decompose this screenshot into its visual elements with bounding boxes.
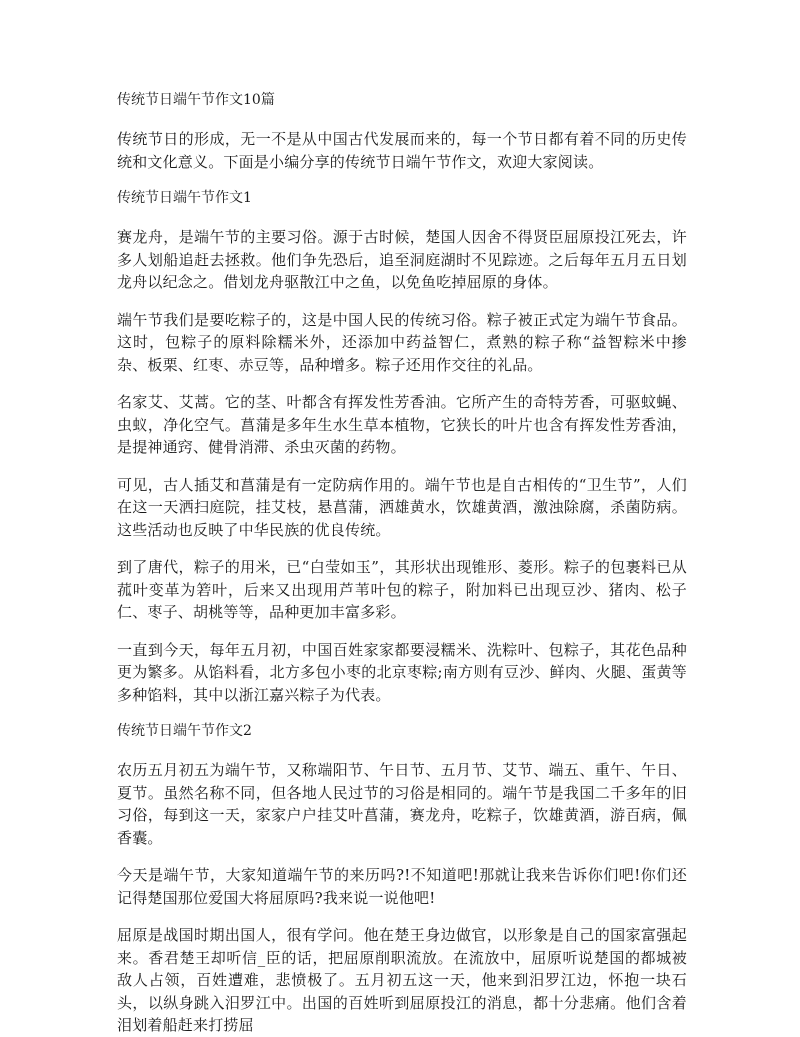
section-1-paragraph: 赛龙舟，是端午节的主要习俗。源于古时候，楚国人因舍不得贤臣屈原投江死去，许多人划船追赶去拯救。他们争先恐后，追至洞庭湖时不见踪迹。之后每年五月五日划龙舟以纪念之。借划龙舟驱散江中之鱼，以免鱼吃掉屈原的身体。	[117, 228, 687, 291]
section-1-paragraph: 一直到今天，每年五月初，中国百姓家家都要浸糯米、洗粽叶、包粽子，其花色品种更为繁多。从馅料看，北方多包小枣的北京枣粽;南方则有豆沙、鲜肉、火腿、蛋黄等多种馅料，其中以浙江嘉兴粽子为代表。	[117, 640, 687, 704]
section-1-paragraph: 名家艾、艾蒿。它的茎、叶都含有挥发性芳香油。它所产生的奇特芳香，可驱蚊蝇、虫蚁，净化空气。菖蒲是多年生水生草本植物，它狭长的叶片也含有挥发性芳香油，是提神通窍、健骨消滞、杀虫灭菌的药物。	[117, 393, 687, 456]
document-title: 传统节日端午节作文10篇	[117, 92, 275, 108]
section-2-paragraph: 农历五月初五为端午节，又称端阳节、午日节、五月节、艾节、端五、重午、午日、夏节。虽然名称不同，但各地人民过节的习俗是相同的。端午节是我国二千多年的旧习俗，每到这一天，家家户户挂艾叶菖蒲，赛龙舟，吃粽子，饮雄黄酒，游百病，佩香囊。	[117, 761, 687, 847]
section-2-paragraph: 屈原是战国时期出国人，很有学问。他在楚王身边做官，以形象是自己的国家富强起来。香君楚王却听信_臣的话，把屈原削职流放。在流放中，屈原听说楚国的都城被敌人占领，百姓遭难，悲愤极了。五月初五这一天，他来到汨罗江边，怀抱一块石头，以纵身跳入汨罗江中。出国的百姓听到屈原投江的消息，都十分悲痛。他们含着泪划着船赶来打捞屈	[117, 926, 687, 1034]
section-1-heading: 传统节日端午节作文1	[117, 190, 252, 206]
section-2-paragraph: 今天是端午节，大家知道端午节的来历吗?!不知道吧!那就让我来告诉你们吧!你们还记得楚国那位爱国大将屈原吗?我来说一说他吧!	[117, 866, 687, 907]
intro-paragraph: 传统节日的形成，无一不是从中国古代发展而来的，每一个节日都有着不同的历史传统和文化意义。下面是小编分享的传统节日端午节作文，欢迎大家阅读。	[117, 130, 687, 171]
section-1-paragraph: 到了唐代，粽子的用米，已“白莹如玉”，其形状出现锥形、菱形。粽子的包裹料已从菰叶变革为箬叶，后来又出现用芦苇叶包的粽子，附加料已出现豆沙、猪肉、松子仁、枣子、胡桃等等，品种更加丰富多彩。	[117, 558, 687, 621]
section-1-paragraph: 可见，古人插艾和菖蒲是有一定防病作用的。端午节也是自古相传的“卫生节”，人们在这一天洒扫庭院，挂艾枝，悬菖蒲，洒雄黄水，饮雄黄酒，激浊除腐，杀菌防病。这些活动也反映了中华民族的优良传统。	[117, 475, 687, 539]
section-1-paragraph: 端午节我们是要吃粽子的，这是中国人民的传统习俗。粽子被正式定为端午节食品。这时，包粽子的原料除糯米外，还添加中药益智仁，煮熟的粽子称“益智粽米中掺杂、板栗、红枣、赤豆等，品种增多。粽子还用作交往的礼品。	[117, 310, 687, 374]
section-2-heading: 传统节日端午节作文2	[117, 723, 252, 739]
document-page	[117, 90, 687, 1037]
